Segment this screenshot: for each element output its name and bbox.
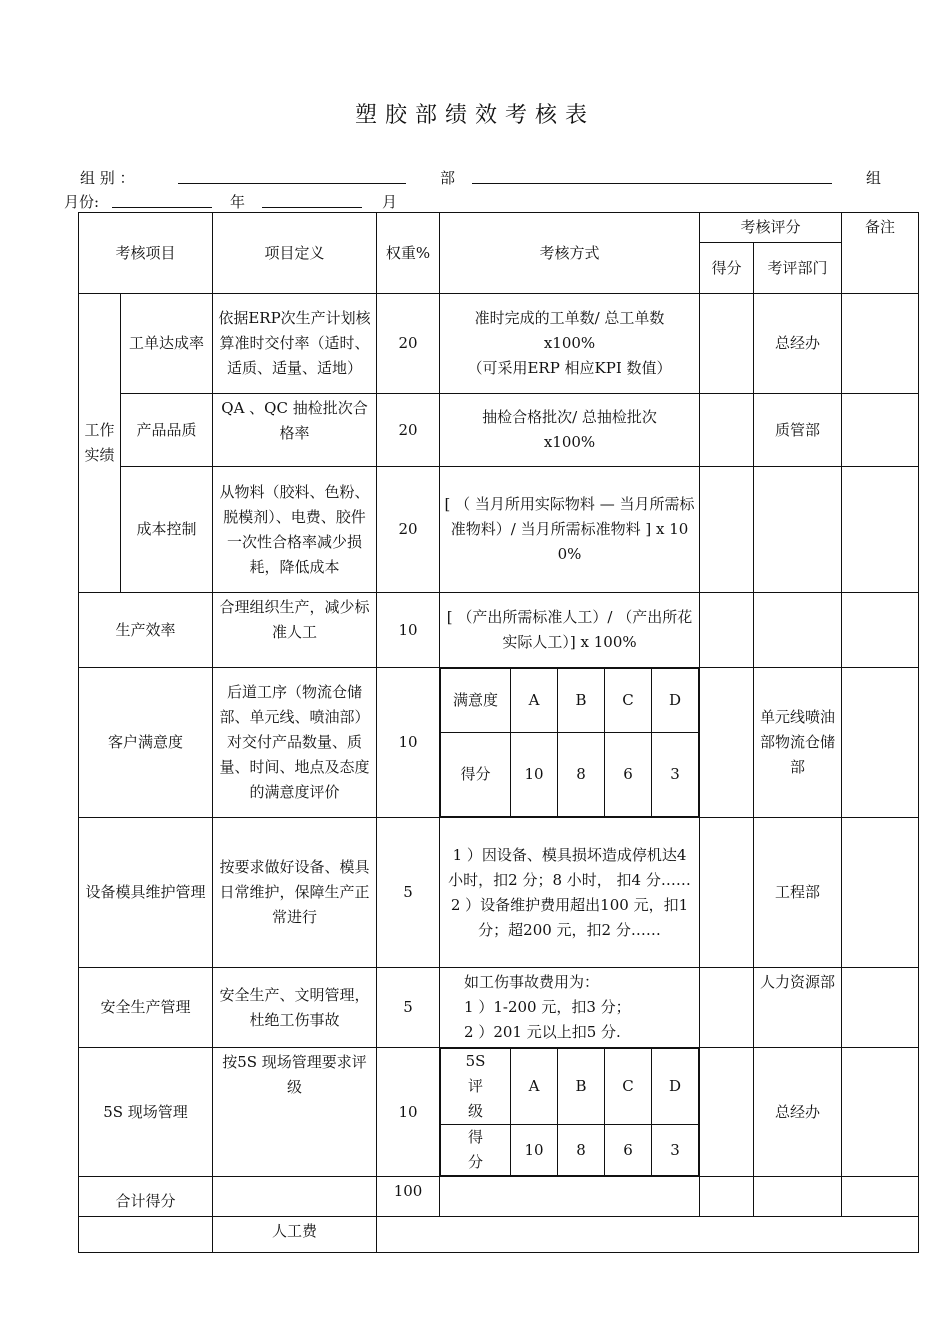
remark-cell[interactable] [842, 818, 919, 968]
points-a: 10 [511, 1125, 558, 1176]
grade-b: B [558, 669, 605, 733]
row-name: 5S 现场管理 [79, 1048, 213, 1177]
row-dept: 人力资源部 [754, 968, 842, 1048]
row-definition: 合理组织生产，减少标准人工 [213, 593, 377, 668]
row-weight: 10 [377, 1048, 440, 1177]
grid-header: 5S评级 [441, 1049, 511, 1125]
total-definition-cell [213, 1177, 377, 1217]
score-cell[interactable] [700, 294, 754, 394]
score-cell[interactable] [700, 818, 754, 968]
col-dept: 考评部门 [754, 243, 842, 294]
points-c: 6 [605, 1125, 652, 1176]
5s-grid [440, 1048, 699, 1176]
row-dept: 总经办 [754, 1048, 842, 1177]
row-weight: 10 [377, 668, 440, 818]
page-title: 塑胶部绩效考核表 [354, 103, 595, 128]
row-name: 客户满意度 [79, 668, 213, 818]
assessment-table [78, 212, 919, 1253]
row-method [440, 968, 700, 1048]
grade-a: A [511, 669, 558, 733]
method-line: 抽检合格批次/ 总抽检批次 [482, 408, 657, 426]
col-method: 考核方式 [440, 213, 700, 294]
points-d: 3 [652, 1125, 699, 1176]
grade-a: A [511, 1049, 558, 1125]
row-definition: 按5S 现场管理要求评级 [213, 1048, 377, 1177]
row-weight: 10 [377, 593, 440, 668]
method-line: 1 ）1-200 元，扣3 分； [464, 998, 631, 1016]
grid-header: 得分 [441, 733, 511, 817]
row-weight: 20 [377, 467, 440, 593]
total-remark-cell[interactable] [842, 1177, 919, 1217]
total-weight: 100 [377, 1177, 440, 1217]
row-dept: 质管部 [754, 394, 842, 467]
row-method: [ （ 当月所用实际物料 — 当月所需标准物料）/ 当月所需标准物料 ] x 100% [440, 467, 700, 593]
year-blank[interactable] [262, 207, 362, 208]
row-definition: 安全生产、文明管理，杜绝工伤事故 [213, 968, 377, 1048]
points-c: 6 [605, 733, 652, 817]
group-label-2: 组 [866, 169, 882, 187]
col-definition: 项目定义 [213, 213, 377, 294]
remark-cell[interactable] [842, 668, 919, 818]
method-line: 2 ）201 元以上扣5 分. [464, 1023, 621, 1041]
row-weight: 5 [377, 968, 440, 1048]
row-name: 成本控制 [121, 467, 213, 593]
row-weight: 20 [377, 294, 440, 394]
points-b: 8 [558, 1125, 605, 1176]
row-dept [754, 593, 842, 668]
score-cell[interactable] [700, 467, 754, 593]
row-definition: 按要求做好设备、模具日常维护，保障生产正常进行 [213, 818, 377, 968]
satisfaction-grid [440, 668, 699, 817]
total-method-cell [440, 1177, 700, 1217]
remark-cell[interactable] [842, 467, 919, 593]
total-dept-cell [754, 1177, 842, 1217]
method-line: （可采用ERP 相应KPI 数值） [467, 359, 672, 377]
row-name: 生产效率 [79, 593, 213, 668]
grade-b: B [558, 1049, 605, 1125]
col-remark: 备注 [842, 213, 919, 294]
grid-header: 满意度 [441, 669, 511, 733]
row-method [440, 294, 700, 394]
labor-blank-cell [79, 1217, 213, 1253]
month-label: 月份: [64, 193, 100, 211]
dept-blank[interactable] [472, 183, 832, 184]
score-cell[interactable] [700, 394, 754, 467]
remark-cell[interactable] [842, 968, 919, 1048]
method-line: x100% [543, 334, 596, 352]
total-score-cell[interactable] [700, 1177, 754, 1217]
total-label: 合计得分 [79, 1177, 213, 1217]
group-blank[interactable] [178, 183, 406, 184]
row-definition: 后道工序（物流仓储部、单元线、喷油部）对交付产品数量、质量、时间、地点及态度的满意度评价 [213, 668, 377, 818]
row-name: 产品品质 [121, 394, 213, 467]
row-method [440, 394, 700, 467]
dept-label: 部 [440, 169, 456, 187]
labor-label: 人工费 [213, 1217, 377, 1253]
method-line: 准时完成的工单数/ 总工单数 [474, 309, 665, 327]
year-label: 年 [230, 193, 246, 211]
col-item: 考核项目 [79, 213, 213, 294]
row-weight: 20 [377, 394, 440, 467]
score-cell[interactable] [700, 1048, 754, 1177]
row-definition: 从物料（胶料、色粉、脱模剂）、电费、胶件一次性合格率减少损耗，降低成本 [213, 467, 377, 593]
remark-cell[interactable] [842, 593, 919, 668]
score-cell[interactable] [700, 668, 754, 818]
col-score-group: 考核评分 [700, 213, 842, 243]
row-method: [ （产出所需标准人工）/ （产出所花实际人工）] x 100% [440, 593, 700, 668]
month-blank[interactable] [112, 207, 212, 208]
row-definition: QA 、QC 抽检批次合格率 [213, 394, 377, 467]
satisfaction-grid-cell [440, 668, 700, 818]
row-name: 工单达成率 [121, 294, 213, 394]
remark-cell[interactable] [842, 394, 919, 467]
method-line: 如工伤事故费用为： [464, 973, 600, 991]
grade-c: C [605, 669, 652, 733]
remark-cell[interactable] [842, 294, 919, 394]
points-a: 10 [511, 733, 558, 817]
row-dept: 工程部 [754, 818, 842, 968]
row-dept [754, 467, 842, 593]
group-label: 组 别 ： [80, 169, 135, 187]
grade-d: D [652, 669, 699, 733]
group-work: 工作实绩 [79, 294, 121, 593]
row-dept: 总经办 [754, 294, 842, 394]
row-dept: 单元线喷油部物流仓储部 [754, 668, 842, 818]
remark-cell[interactable] [842, 1048, 919, 1177]
row-name: 设备模具维护管理 [79, 818, 213, 968]
5s-grid-cell [440, 1048, 700, 1177]
grade-c: C [605, 1049, 652, 1125]
row-definition: 依据ERP次生产计划核算准时交付率（适时、适质、适量、适地） [213, 294, 377, 394]
row-method: 1 ）因设备、模具损坏造成停机达4 小时，扣2 分；8 小时， 扣4 分…… 2 ）设备维护费用超出100 元，扣1 分；超200 元，扣2 分…… [440, 818, 700, 968]
labor-value-cell[interactable] [377, 1217, 919, 1253]
col-score: 得分 [700, 243, 754, 294]
col-weight: 权重% [377, 213, 440, 294]
grid-header: 得分 [441, 1125, 511, 1176]
score-cell[interactable] [700, 593, 754, 668]
method-line: x100% [543, 433, 596, 451]
month-suffix: 月 [382, 193, 398, 211]
points-d: 3 [652, 733, 699, 817]
grade-d: D [652, 1049, 699, 1125]
row-name: 安全生产管理 [79, 968, 213, 1048]
points-b: 8 [558, 733, 605, 817]
row-weight: 5 [377, 818, 440, 968]
score-cell[interactable] [700, 968, 754, 1048]
